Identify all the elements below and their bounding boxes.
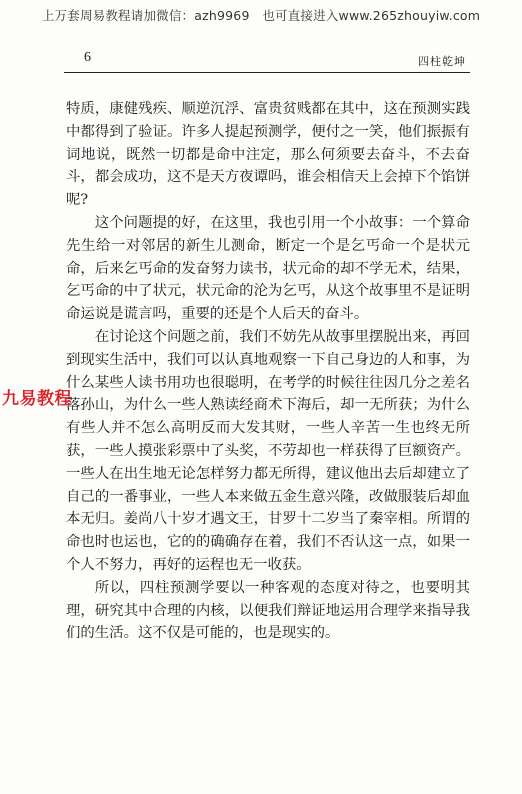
paragraph-3: 在讨论这个问题之前，我们不妨先从故事里摆脱出来，再回到现实生活中，我们可以认真地观察一下自己身边的人和事，为什么某些人读书用功也很聪明，在考学的时候往往因几分之差名落孙山，为什么一些人熟读经商术下海后，却一无所获；为什么有些人并不怎么高明反而大发其财，一些人辛苦一生也终无所获，一些人摸张彩票中了头奖，不劳却也一样获得了巨额资产。一些人在出生地无论怎样努力都无所得，建议他出去后却建立了自己的一番事业，一些人本来做五金生意兴隆，改做服装后却血本无归。姜尚八十岁才遇文王，甘罗十二岁当了秦宰相。所谓的命也时也运也，它的的确确存在着，我们不否认这一点，如果一个人不努力，再好的运程也无一收获。 — [66, 328, 470, 573]
paragraph-2: 这个问题提的好，在这里，我也引用一个小故事：一个算命先生给一对邻居的新生儿测命，断定一个是乞丐命一个是状元命，后来乞丐命的发奋努力读书，状元命的却不学无术，结果，乞丐命的中了状元，状元命的沦为乞丐，从这个故事里不是证明命运说是谎言吗，重要的还是个人后天的奋斗。 — [66, 214, 470, 323]
side-watermark-logo: 九易教程 — [2, 389, 72, 409]
body-text — [66, 98, 470, 645]
page-header — [64, 52, 470, 70]
paragraph-1: 特质，康健残疾、顺逆沉浮、富贵贫贱都在其中，这在预测实践中都得到了验证。许多人提起预测学，便付之一笑，他们振振有词地说，既然一切都是命中注定，那么何须要去奋斗，不去奋斗，都会成功，这不是天方夜谭吗，谁会相信天上会掉下个馅饼呢? — [66, 101, 470, 209]
paragraph-4: 所以，四柱预测学要以一种客观的态度对待之，也要明其理，研究其中合理的内核，以便我们辩证地运用合理学来指导我们的生活。这不仅是可能的，也是现实的。 — [66, 579, 470, 642]
header-rule — [64, 72, 470, 73]
page-number: 6 — [84, 50, 91, 65]
running-title: 四柱乾坤 — [418, 55, 466, 68]
top-watermark-banner: 上万套周易教程请加微信：azh9969 也可直接进入www.265zhouyiw.com — [41, 8, 481, 23]
